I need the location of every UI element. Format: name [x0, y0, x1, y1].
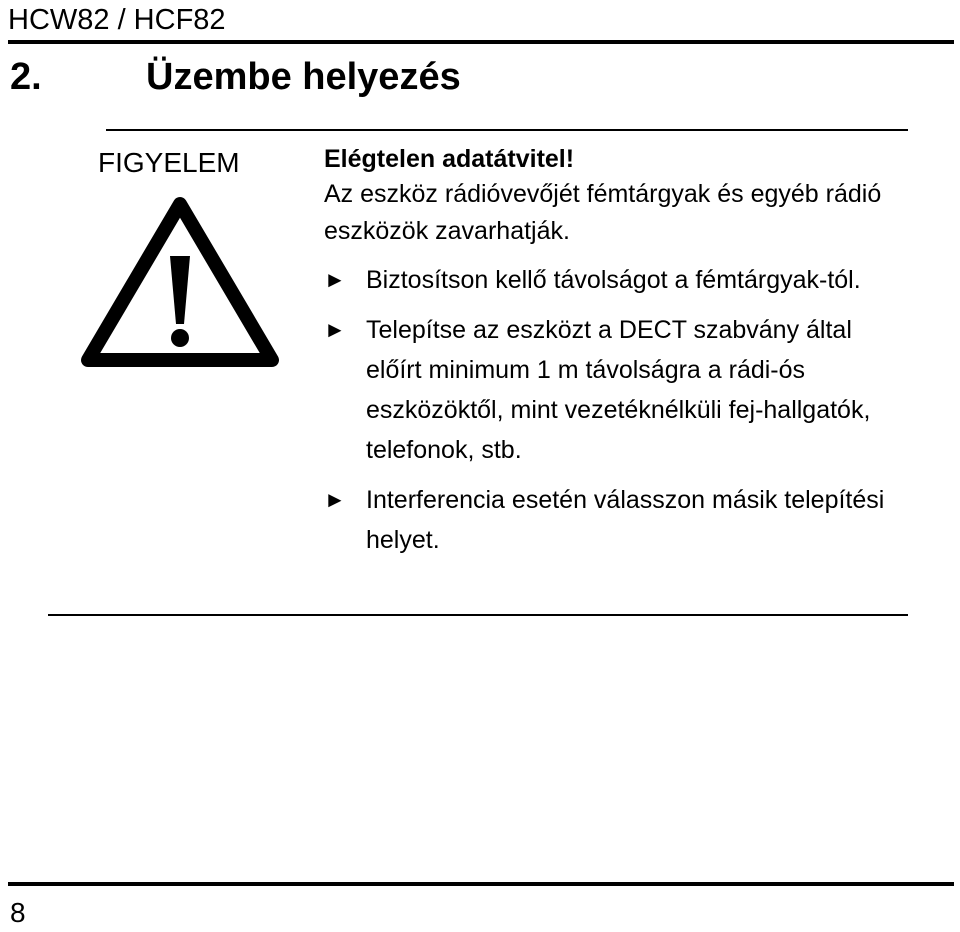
warning-box-top-rule	[106, 129, 908, 131]
page-number: 8	[10, 897, 26, 928]
warning-triangle-icon	[80, 194, 280, 370]
section-title: Üzembe helyezés	[146, 56, 461, 98]
document-model-header: HCW82 / HCF82	[8, 4, 226, 36]
list-item	[324, 260, 904, 300]
warning-label: FIGYELEM	[98, 147, 240, 178]
bullet-arrow-icon: ►	[324, 317, 346, 342]
bullet-arrow-icon: ►	[324, 267, 346, 292]
list-item	[324, 480, 904, 560]
warning-headline: Elégtelen adatátvitel!	[324, 145, 575, 173]
list-item	[324, 310, 904, 470]
warning-intro: Az eszköz rádióvevőjét fémtárgyak és egyéb rádió eszközök zavarhatják.	[324, 180, 882, 245]
list-item-text: Biztosítson kellő távolságot a fémtárgyak-tól.	[366, 266, 861, 294]
footer-rule	[8, 882, 954, 886]
list-item-text: Interferencia esetén válasszon másik telepítési helyet.	[366, 486, 885, 554]
list-item-text: Telepítse az eszközt a DECT szabvány által előírt minimum 1 m távolságra a rádi-ós eszközöktől, mint vezetéknélküli fej-hallgatók, telefonok, stb.	[366, 316, 871, 464]
section-heading	[10, 54, 461, 100]
warning-content	[324, 142, 904, 560]
bullet-arrow-icon: ►	[324, 487, 346, 512]
section-number: 2.	[10, 56, 42, 98]
warning-box-bottom-rule	[48, 614, 908, 616]
header-rule	[8, 40, 954, 44]
